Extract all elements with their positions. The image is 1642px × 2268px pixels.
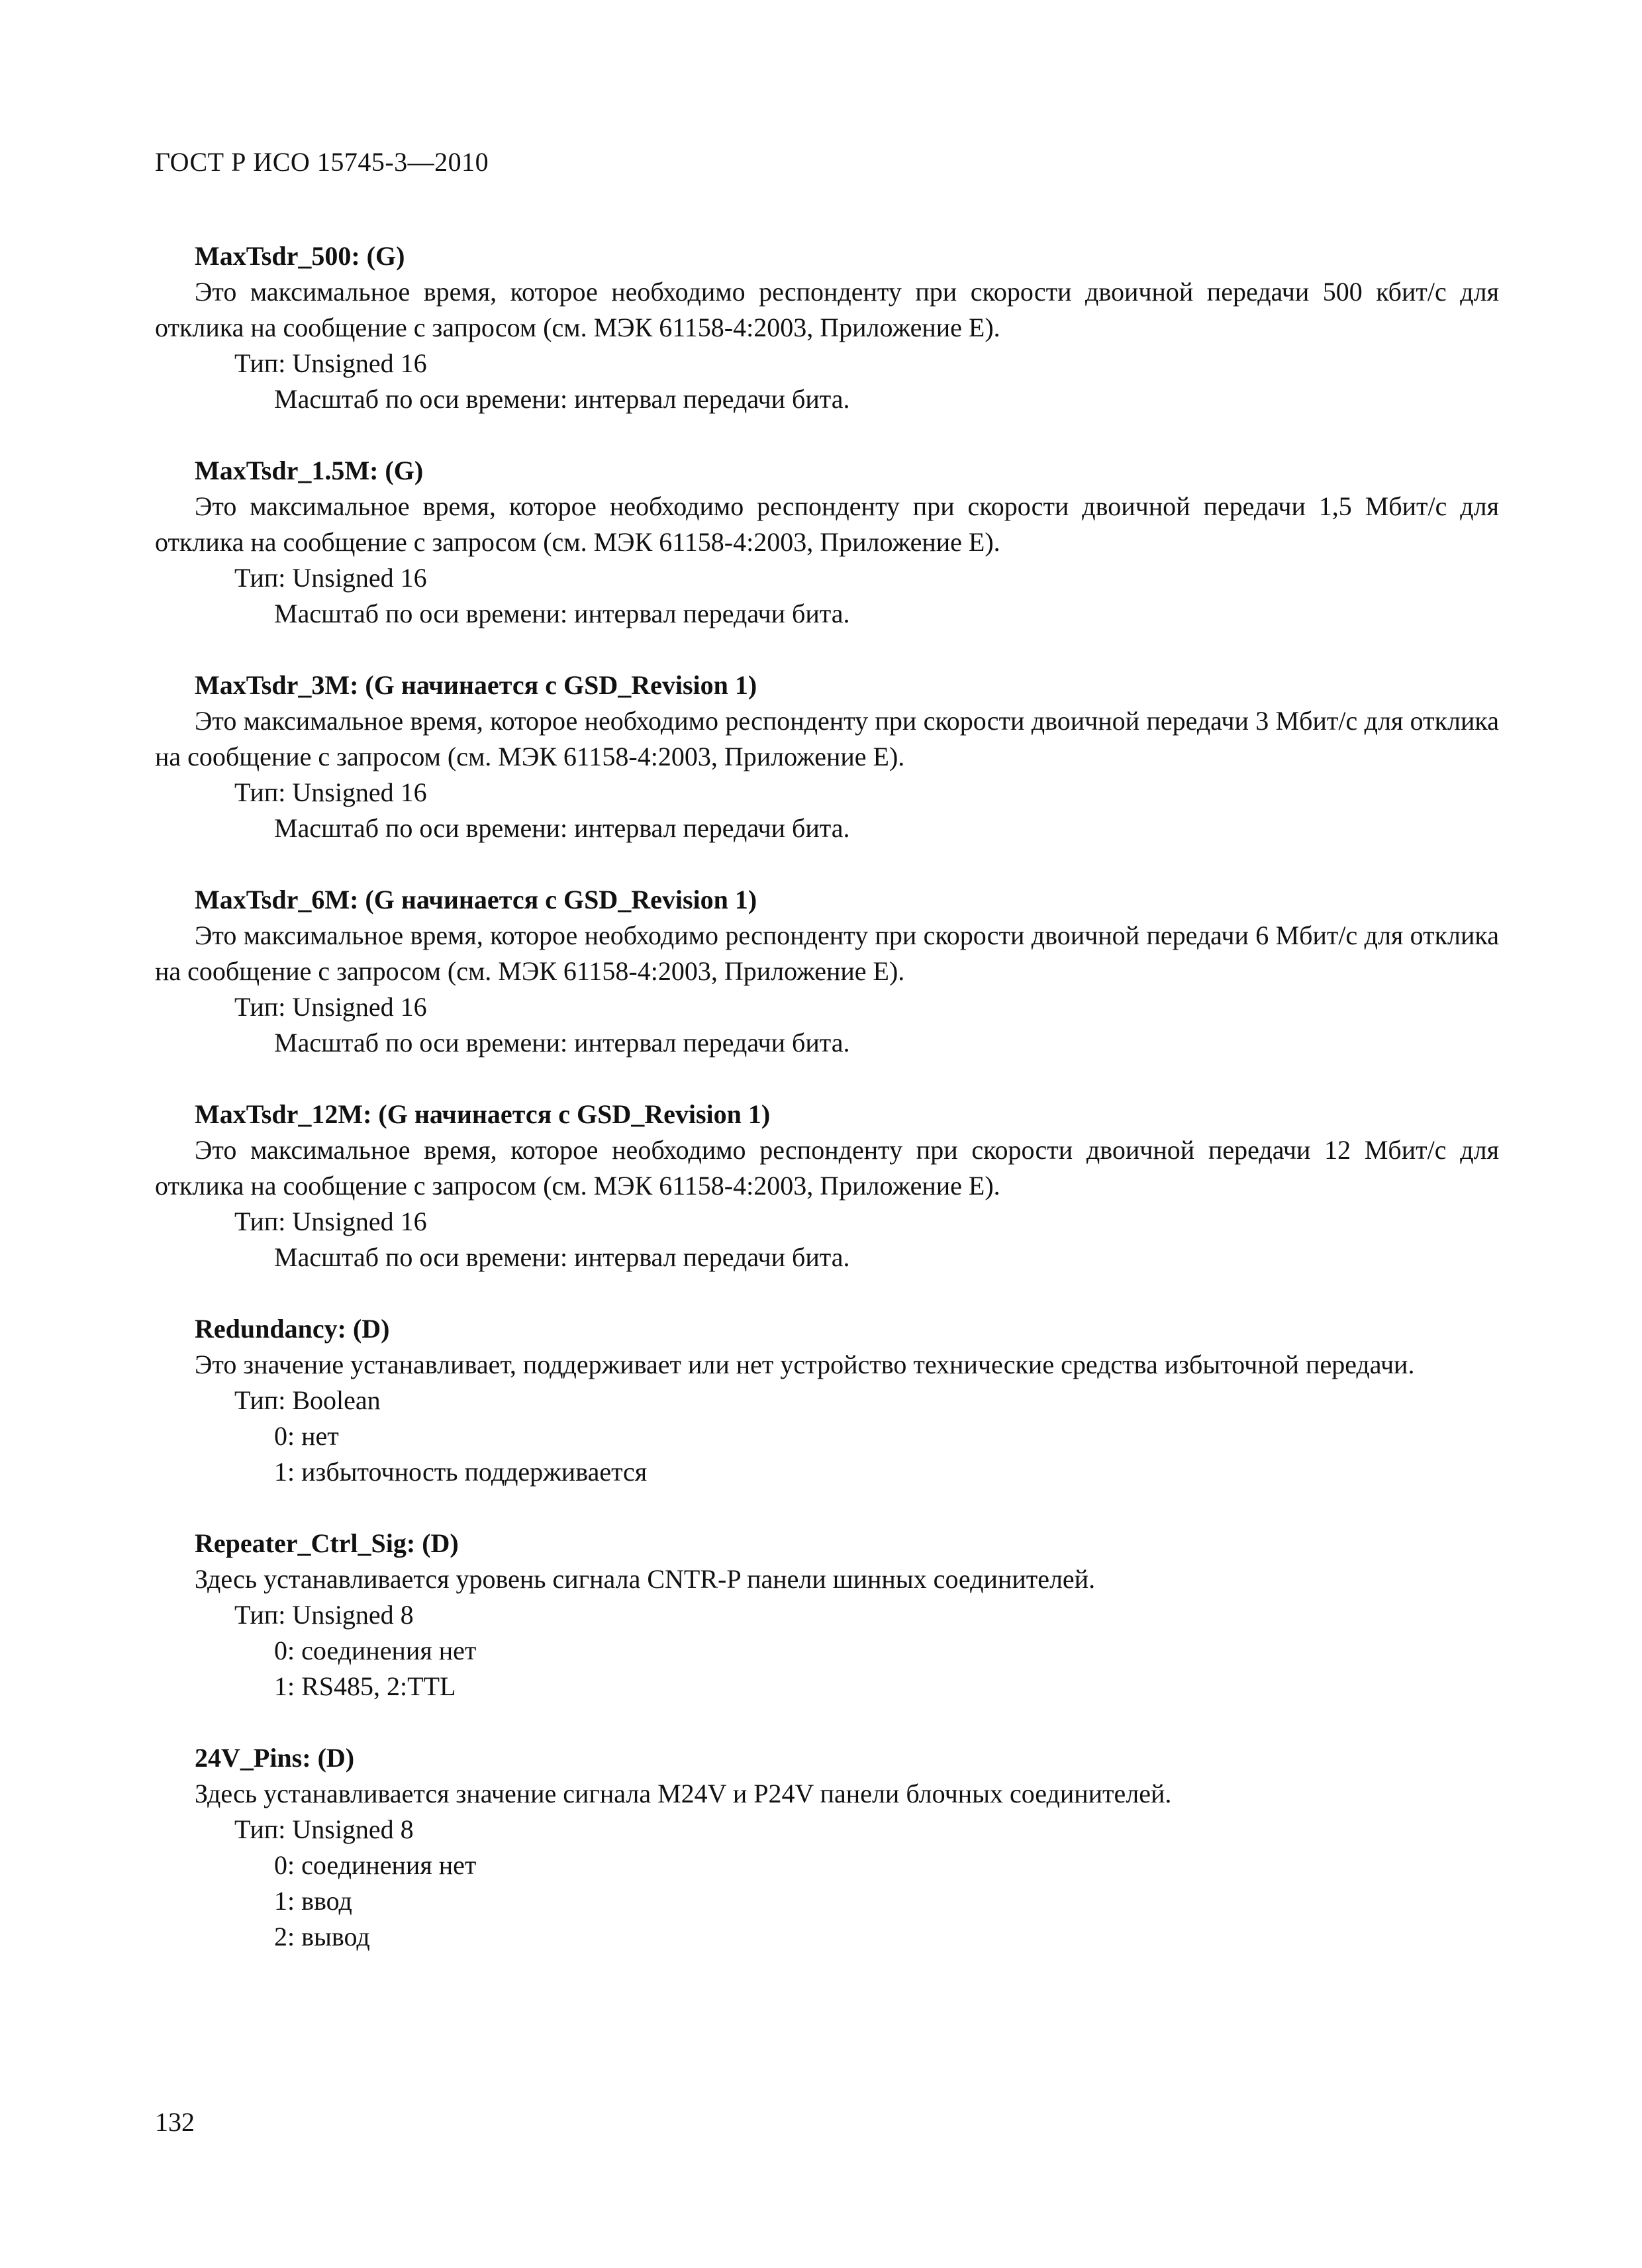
entry-description: Здесь устанавливается значение сигнала M24V и P24V панели блочных соединителей.	[195, 1779, 1172, 1808]
entry-description: Это максимальное время, которое необходимо респонденту при скорости двоичной передачи 3 Мбит/с для отклика на сообщение с запросом (см. МЭК 61158-4:2003, Приложение E).	[155, 706, 1499, 771]
entry-maxtsdr-500	[155, 238, 1499, 417]
entry-maxtsdr-3m	[155, 667, 1499, 846]
entry-type: Тип: Unsigned 8	[234, 1814, 414, 1844]
document-body	[155, 238, 1499, 1991]
entry-type: Тип: Boolean	[234, 1385, 381, 1415]
entry-value-option: 0: соединения нет	[274, 1636, 477, 1665]
entry-title: Redundancy: (D)	[195, 1314, 390, 1344]
entry-description: Это максимальное время, которое необходимо респонденту при скорости двоичной передачи 1,5 Мбит/с для отклика на сообщение с запросом (см. МЭК 61158-4:2003, Приложение E).	[155, 491, 1499, 557]
entry-description: Это максимальное время, которое необходимо респонденту при скорости двоичной передачи 500 кбит/с для отклика на сообщение с запросом (см. МЭК 61158-4:2003, Приложение E).	[155, 277, 1499, 342]
entry-detail: Масштаб по оси времени: интервал передачи бита.	[274, 384, 850, 414]
entry-type: Тип: Unsigned 16	[234, 563, 427, 593]
entry-maxtsdr-6m	[155, 882, 1499, 1061]
entry-title: MaxTsdr_1.5M: (G)	[195, 456, 424, 485]
entry-title: Repeater_Ctrl_Sig: (D)	[195, 1528, 459, 1558]
entry-type: Тип: Unsigned 16	[234, 348, 427, 378]
entry-title: MaxTsdr_3M: (G начинается с GSD_Revision 1)	[195, 670, 757, 700]
document-header: ГОСТ Р ИСО 15745-3—2010	[155, 147, 489, 177]
entry-title: 24V_Pins: (D)	[195, 1743, 355, 1773]
entry-maxtsdr-1-5m	[155, 453, 1499, 632]
entry-detail: Масштаб по оси времени: интервал передачи бита.	[274, 1242, 850, 1272]
entry-description: Здесь устанавливается уровень сигнала CNTR-P панели шинных соединителей.	[195, 1564, 1096, 1594]
entry-type: Тип: Unsigned 16	[234, 1207, 427, 1236]
entry-repeater-ctrl-sig	[155, 1526, 1499, 1704]
entry-value-option: 1: ввод	[274, 1886, 352, 1916]
entry-value-option: 1: RS485, 2:TTL	[274, 1671, 456, 1701]
page-number: 132	[155, 2107, 195, 2137]
entry-description: Это максимальное время, которое необходимо респонденту при скорости двоичной передачи 12 Мбит/с для отклика на сообщение с запросом (см. МЭК 61158-4:2003, Приложение E).	[155, 1135, 1499, 1201]
entry-maxtsdr-12m	[155, 1097, 1499, 1275]
entry-title: MaxTsdr_500: (G)	[195, 241, 405, 271]
entry-value-option: 2: вывод	[274, 1922, 370, 1951]
entry-type: Тип: Unsigned 16	[234, 992, 427, 1022]
entry-detail: Масштаб по оси времени: интервал передачи бита.	[274, 599, 850, 628]
entry-24v-pins	[155, 1740, 1499, 1955]
entry-value-option: 0: соединения нет	[274, 1850, 477, 1880]
entry-description: Это значение устанавливает, поддерживает или нет устройство технические средства избыточной передачи.	[195, 1350, 1415, 1379]
entry-type: Тип: Unsigned 16	[234, 777, 427, 807]
entry-value-option: 0: нет	[274, 1421, 339, 1451]
entry-description: Это максимальное время, которое необходимо респонденту при скорости двоичной передачи 6 Мбит/с для отклика на сообщение с запросом (см. МЭК 61158-4:2003, Приложение E).	[155, 920, 1499, 986]
entry-detail: Масштаб по оси времени: интервал передачи бита.	[274, 813, 850, 843]
entry-title: MaxTsdr_6M: (G начинается с GSD_Revision 1)	[195, 885, 757, 914]
entry-detail: Масштаб по оси времени: интервал передачи бита.	[274, 1028, 850, 1058]
entry-title: MaxTsdr_12M: (G начинается с GSD_Revision 1)	[195, 1099, 771, 1129]
entry-type: Тип: Unsigned 8	[234, 1600, 414, 1630]
entry-value-option: 1: избыточность поддерживается	[274, 1457, 648, 1487]
entry-redundancy	[155, 1311, 1499, 1490]
